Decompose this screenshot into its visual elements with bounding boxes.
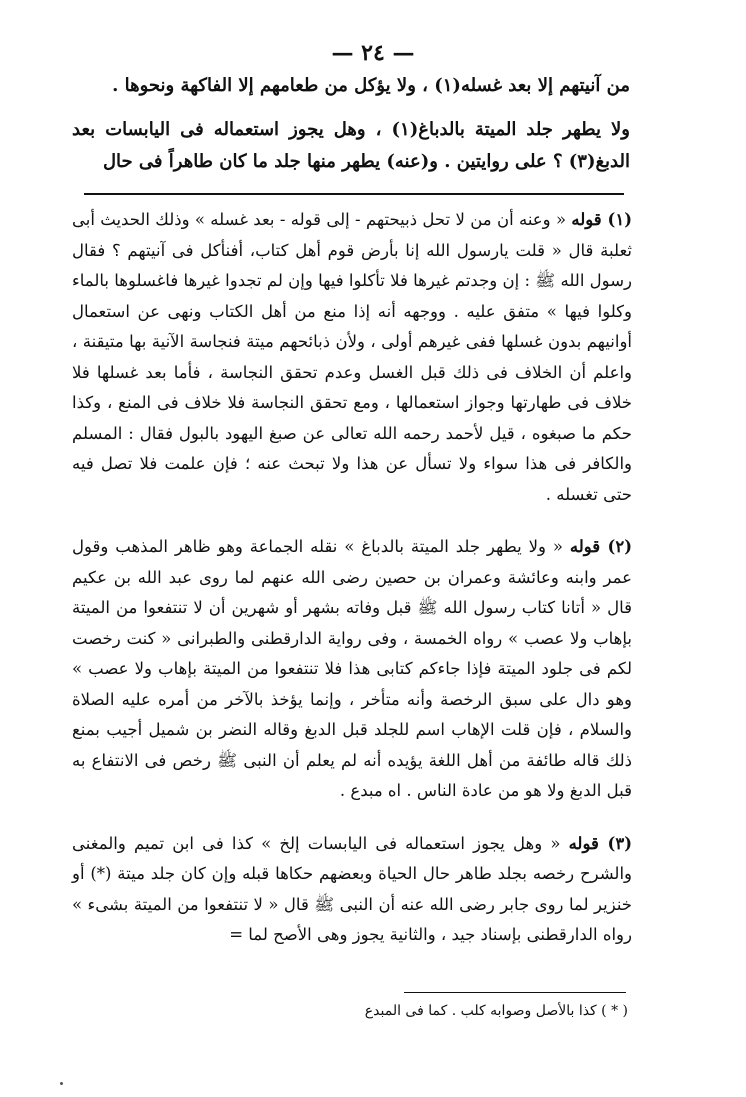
- footnote: ( * ) كذا بالأصل وصوابه كلب . كما فى المبدع: [364, 1003, 628, 1019]
- page-number: — ٢٤ —: [331, 40, 415, 66]
- commentary-note-2: [72, 532, 632, 807]
- note-1-text: « وعنه أن من لا تحل ذبيحتهم - إلى قوله - بعد غسله » وذلك الحديث أبى ثعلبة قال « قلت يارسول الله إنا بأرض قوم أهل كتاب، أفنأكل فى آنيتهم ؟ فقال رسول الله ﷺ : إن وجدتم غيرها فلا تأكلوا فيها وإن لم تجدوا غيرها فاغسلوها بالماء وكلوا فيها » متفق عليه . ووجهه أنه إذا منع من أهل الكتاب ونهى عن استعمال أوانيهم بدون غسلها ففى غيرهم أولى ، ولأن ذبائحهم ميتة فنجاسة الآنية بها متيقنة ، واعلم أن الخلاف فى ذلك قبل الغسل وعدم تحقق النجاسة ، فأما بعد غسلها فلا خلاف فى طهارتها وجواز استعمالها ، ومع تحقق النجاسة فلا خلاف فى المنع ، وكذا حكم ما صبغوه ، قيل لأحمد رحمه الله تعالى عن صبغ اليهود بالبول فقال : المسلم والكافر فى هذا سواء ولا تسأل عن هذا ولا تبحث عنه ؛ فإن علمت فلا تصل فيه حتى تغسله .: [72, 210, 632, 504]
- note-2-lead: (٢) قوله: [569, 537, 632, 556]
- section-divider: [84, 193, 624, 195]
- note-1-lead: (١) قوله: [571, 210, 632, 229]
- main-text: [72, 70, 630, 190]
- note-3-lead: (٣) قوله: [568, 833, 633, 853]
- note-2-text: « ولا يطهر جلد الميتة بالدباغ » نقله الجماعة وهو ظاهر المذهب وقول عمر وابنه وعائشة وعمران بن حصين رضى الله عنهم لما روى عبد الله بن عكيم قال « أتانا كتاب رسول الله ﷺ قبل وفاته بشهر أو شهرين أن لا تنتفعوا من الميتة بإهاب ولا عصب » رواه الخمسة ، وفى رواية الدارقطنى والطبرانى « كنت رخصت لكم فى جلود الميتة فإذا جاءكم كتابى هذا فلا تنتفعوا من الميتة بإهاب ولا عصب » وهو دال على سبق الرخصة وأنه متأخر ، وإنما يؤخذ بالآخر من أمره عليه الصلاة والسلام ، فإن قلت الإهاب اسم للجلد قبل الدبغ وقاله النضر بن شميل أجيب بمنع ذلك قاله طائفة من أهل اللغة يؤيده أنه لم يعلم أن النبى ﷺ رخص فى الانتفاع به قبل الدبغ ولا هو من عادة الناس . اه مبدع .: [72, 537, 632, 800]
- main-paragraph-2: ولا يطهر جلد الميتة بالدباغ(١) ، وهل يجوز استعماله فى اليابسات بعد الدبغ(٣) ؟ على روايتين . و(عنه) يطهر منها جلد ما كان طاهراً فى حال: [72, 119, 631, 172]
- footnote-divider: [404, 992, 626, 993]
- main-paragraph-1: من آنيتهم إلا بعد غسله(١) ، ولا يؤكل من طعامهم إلا الفاكهة ونحوها .: [112, 75, 630, 96]
- note-3-text: « وهل يجوز استعماله فى اليابسات إلخ » كذا فى ابن تميم والمغنى والشرح رخصه بجلد طاهر حال الحياة وبعضهم حكاها قبله وإن كان جلد ميتة (*) أو خنزير لما روى جابر رضى الله عنه أن النبى ﷺ قال « لا تنتفعوا من الميتة بشىء » رواه الدارقطنى بإسناد جيد ، والثانية يجوز وهى الأصح لما =: [72, 833, 632, 944]
- scan-speck: [60, 1082, 63, 1085]
- commentary-note-3: [72, 829, 632, 951]
- commentary-note-1: [72, 205, 632, 510]
- commentary-section: [72, 205, 632, 973]
